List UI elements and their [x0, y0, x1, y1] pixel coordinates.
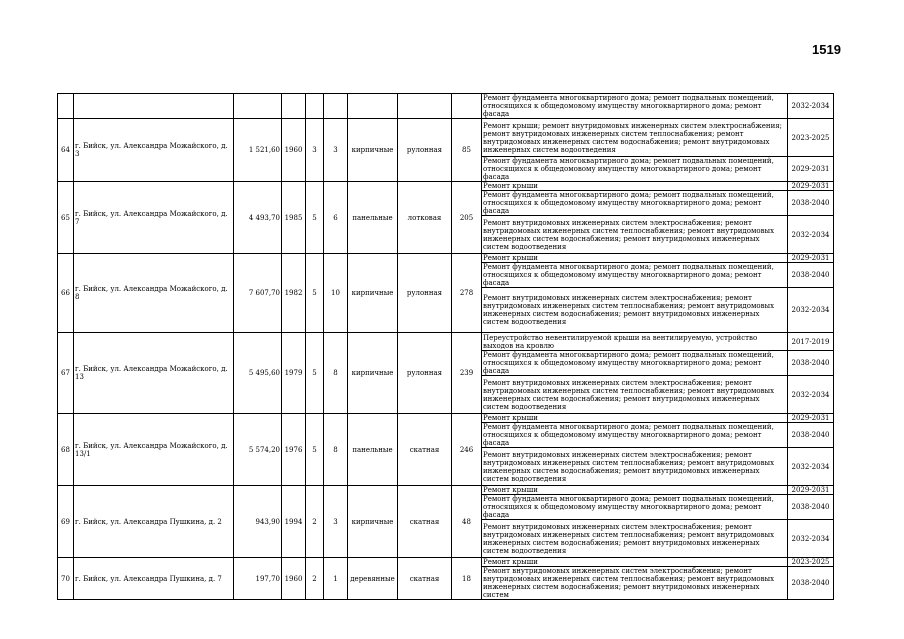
work-description-cell: Переустройство невентилируемой крыши на вентилируемую, устройство выходов на кровлю	[482, 333, 788, 351]
address-cell: г. Бийск, ул. Александра Можайского, д. 8	[74, 254, 234, 333]
area-cell: 943,90	[234, 486, 282, 558]
entrances-cell: 10	[324, 254, 348, 333]
period-cell: 2038-2040	[788, 191, 834, 216]
address-cell: г. Бийск, ул. Александра Можайского, д. 7	[74, 182, 234, 254]
walls-cell: кирпичные	[348, 119, 398, 182]
period-cell: 2032-2034	[788, 520, 834, 558]
entrances-cell: 3	[324, 486, 348, 558]
period-cell: 2023-2025	[788, 119, 834, 157]
entrances-cell	[324, 94, 348, 119]
page-number: 1519	[812, 42, 841, 57]
work-description-cell: Ремонт фундамента многоквартирного дома; ремонт подвальных помещений, относящихся к общедомовому имуществу многоквартирного дома; ремонт фасада	[482, 191, 788, 216]
year-cell: 1960	[282, 558, 306, 600]
capital-repair-table	[57, 93, 834, 600]
address-cell: г. Бийск, ул. Александра Пушкина, д. 7	[74, 558, 234, 600]
row-number: 67	[58, 333, 74, 414]
work-description-cell: Ремонт внутридомовых инженерных систем электроснабжения; ремонт внутридомовых инженерных систем теплоснабжения; ремонт внутридомовых инженерных систем водоснабжения; ремонт внутридомовых инженерных систем водоотведения	[482, 376, 788, 414]
period-cell: 2029-2031	[788, 486, 834, 495]
floors-cell: 5	[306, 182, 324, 254]
floors-cell: 5	[306, 254, 324, 333]
entrances-cell: 8	[324, 414, 348, 486]
area-cell: 1 521,60	[234, 119, 282, 182]
table-row	[58, 333, 834, 351]
walls-cell: панельные	[348, 182, 398, 254]
table-row	[58, 182, 834, 191]
year-cell: 1994	[282, 486, 306, 558]
walls-cell	[348, 94, 398, 119]
entrances-cell: 6	[324, 182, 348, 254]
work-description-cell: Ремонт фундамента многоквартирного дома; ремонт подвальных помещений, относящихся к общедомовому имуществу многоквартирного дома; ремонт фасада	[482, 157, 788, 182]
walls-cell: кирпичные	[348, 486, 398, 558]
year-cell: 1976	[282, 414, 306, 486]
work-description-cell: Ремонт внутридомовых инженерных систем электроснабжения; ремонт внутридомовых инженерных систем теплоснабжения; ремонт внутридомовых инженерных систем водоснабжения; ремонт внутридомовых инженерных систем водоотведения	[482, 520, 788, 558]
roof-cell: лотковая	[398, 182, 452, 254]
entrances-cell: 1	[324, 558, 348, 600]
floors-cell	[306, 94, 324, 119]
period-cell: 2032-2034	[788, 288, 834, 333]
work-description-cell: Ремонт фундамента многоквартирного дома; ремонт подвальных помещений, относящихся к общедомовому имуществу многоквартирного дома; ремонт фасада	[482, 423, 788, 448]
work-description-cell: Ремонт крыши; ремонт внутридомовых инженерных систем электроснабжения; ремонт внутридомовых инженерных систем теплоснабжения; ремонт внутридомовых инженерных систем водоснабжения; ремонт внутридомовых инженерных систем водоотведения	[482, 119, 788, 157]
period-cell: 2029-2031	[788, 157, 834, 182]
residents-cell: 85	[452, 119, 482, 182]
address-cell: г. Бийск, ул. Александра Можайского, д. 3	[74, 119, 234, 182]
row-number: 65	[58, 182, 74, 254]
area-cell: 7 607,70	[234, 254, 282, 333]
work-description-cell: Ремонт внутридомовых инженерных систем электроснабжения; ремонт внутридомовых инженерных систем теплоснабжения; ремонт внутридомовых инженерных систем водоснабжения; ремонт внутридомовых инженерных систем водоотведения	[482, 288, 788, 333]
table-body	[58, 94, 834, 600]
year-cell: 1960	[282, 119, 306, 182]
row-number: 70	[58, 558, 74, 600]
period-cell: 2029-2031	[788, 182, 834, 191]
roof-cell: рулонная	[398, 254, 452, 333]
year-cell: 1982	[282, 254, 306, 333]
area-cell: 5 574,20	[234, 414, 282, 486]
area-cell	[234, 94, 282, 119]
period-cell: 2032-2034	[788, 376, 834, 414]
floors-cell: 2	[306, 558, 324, 600]
residents-cell: 278	[452, 254, 482, 333]
work-description-cell: Ремонт крыши	[482, 558, 788, 567]
work-description-cell: Ремонт фундамента многоквартирного дома; ремонт подвальных помещений, относящихся к общедомовому имуществу многоквартирного дома; ремонт фасада	[482, 351, 788, 376]
period-cell: 2017-2019	[788, 333, 834, 351]
period-cell: 2038-2040	[788, 567, 834, 600]
work-description-cell: Ремонт крыши	[482, 486, 788, 495]
work-description-cell: Ремонт крыши	[482, 414, 788, 423]
table-row	[58, 558, 834, 567]
walls-cell: панельные	[348, 414, 398, 486]
period-cell: 2038-2040	[788, 351, 834, 376]
year-cell: 1985	[282, 182, 306, 254]
work-description-cell: Ремонт фундамента многоквартирного дома; ремонт подвальных помещений, относящихся к общедомовому имуществу многоквартирного дома; ремонт фасада	[482, 263, 788, 288]
area-cell: 4 493,70	[234, 182, 282, 254]
period-cell: 2038-2040	[788, 423, 834, 448]
residents-cell	[452, 94, 482, 119]
row-number	[58, 94, 74, 119]
year-cell	[282, 94, 306, 119]
work-description-cell: Ремонт фундамента многоквартирного дома; ремонт подвальных помещений, относящихся к общедомовому имуществу многоквартирного дома; ремонт фасада	[482, 495, 788, 520]
roof-cell: рулонная	[398, 119, 452, 182]
roof-cell: скатная	[398, 414, 452, 486]
residents-cell: 205	[452, 182, 482, 254]
period-cell: 2032-2034	[788, 448, 834, 486]
table-row	[58, 414, 834, 423]
period-cell: 2029-2031	[788, 414, 834, 423]
roof-cell: скатная	[398, 486, 452, 558]
area-cell: 197,70	[234, 558, 282, 600]
period-cell: 2038-2040	[788, 495, 834, 520]
period-cell: 2029-2031	[788, 254, 834, 263]
table-row	[58, 486, 834, 495]
entrances-cell: 3	[324, 119, 348, 182]
address-cell: г. Бийск, ул. Александра Можайского, д. 13	[74, 333, 234, 414]
floors-cell: 5	[306, 414, 324, 486]
row-number: 69	[58, 486, 74, 558]
period-cell: 2038-2040	[788, 263, 834, 288]
residents-cell: 18	[452, 558, 482, 600]
row-number: 68	[58, 414, 74, 486]
row-number: 66	[58, 254, 74, 333]
walls-cell: кирпичные	[348, 254, 398, 333]
floors-cell: 3	[306, 119, 324, 182]
roof-cell: рулонная	[398, 333, 452, 414]
walls-cell: кирпичные	[348, 333, 398, 414]
work-description-cell: Ремонт внутридомовых инженерных систем электроснабжения; ремонт внутридомовых инженерных систем теплоснабжения; ремонт внутридомовых инженерных систем водоснабжения; ремонт внутридомовых инженерных систем водоотведения	[482, 216, 788, 254]
year-cell: 1979	[282, 333, 306, 414]
residents-cell: 239	[452, 333, 482, 414]
work-description-cell: Ремонт крыши	[482, 182, 788, 191]
period-cell: 2032-2034	[788, 94, 834, 119]
area-cell: 5 495,60	[234, 333, 282, 414]
residents-cell: 48	[452, 486, 482, 558]
floors-cell: 5	[306, 333, 324, 414]
address-cell: г. Бийск, ул. Александра Можайского, д. 13/1	[74, 414, 234, 486]
work-description-cell: Ремонт фундамента многоквартирного дома; ремонт подвальных помещений, относящихся к общедомовому имуществу многоквартирного дома; ремонт фасада	[482, 94, 788, 119]
work-description-cell: Ремонт крыши	[482, 254, 788, 263]
walls-cell: деревянные	[348, 558, 398, 600]
table-row	[58, 94, 834, 119]
table-row	[58, 119, 834, 157]
address-cell: г. Бийск, ул. Александра Пушкина, д. 2	[74, 486, 234, 558]
floors-cell: 2	[306, 486, 324, 558]
table-row	[58, 254, 834, 263]
residents-cell: 246	[452, 414, 482, 486]
period-cell: 2032-2034	[788, 216, 834, 254]
address-cell	[74, 94, 234, 119]
entrances-cell: 8	[324, 333, 348, 414]
work-description-cell: Ремонт внутридомовых инженерных систем электроснабжения; ремонт внутридомовых инженерных систем теплоснабжения; ремонт внутридомовых инженерных систем водоснабжения; ремонт внутридомовых инженерных систем водоотведения	[482, 448, 788, 486]
row-number: 64	[58, 119, 74, 182]
roof-cell	[398, 94, 452, 119]
roof-cell: скатная	[398, 558, 452, 600]
period-cell: 2023-2025	[788, 558, 834, 567]
work-description-cell: Ремонт внутридомовых инженерных систем электроснабжения; ремонт внутридомовых инженерных систем теплоснабжения; ремонт внутридомовых инженерных систем водоснабжения; ремонт внутридомовых инженерных систем	[482, 567, 788, 600]
